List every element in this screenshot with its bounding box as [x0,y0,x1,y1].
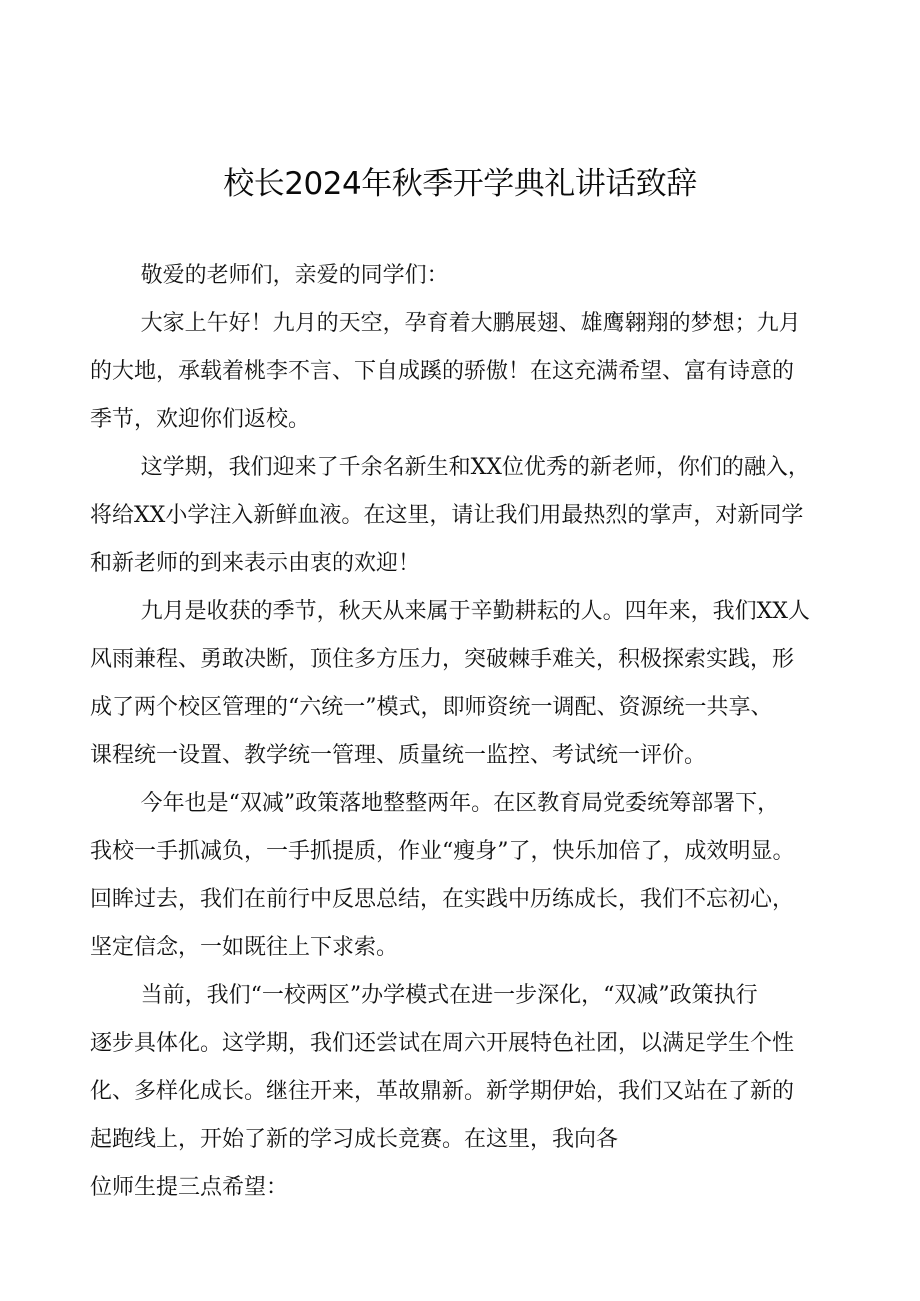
paragraph [90,972,850,1164]
paragraph [90,300,850,444]
paragraph-line: 回眸过去，我们在前行中反思总结，在实践中历练成长，我们不忘初心， [90,887,795,912]
paragraph-line: 季节，欢迎你们返校。 [90,407,311,432]
paragraph-line: 课程统一设置、教学统一管理、质量统一监控、考试统一评价。 [90,743,707,768]
paragraph-line: 起跑线上，开始了新的学习成长竞赛。在这里，我向各 [90,1127,619,1152]
paragraph-line: 风雨兼程、勇敢决断，顶住多方压力，突破棘手难关，积极探索实践，形 [90,647,795,672]
document-title: 校长2024年秋季开学典礼讲话致辞 [223,166,697,202]
paragraph-line: 今年也是“双减”政策落地整整两年。在区教育局党委统筹部署下， [140,791,780,816]
paragraph [90,780,850,972]
paragraph-line: 和新老师的到来表示由衷的欢迎！ [90,551,421,576]
paragraph-line: 敬爱的老师们，亲爱的同学们： [140,263,449,288]
paragraph-line: 当前，我们“一校两区”办学模式在进一步深化，“双减”政策执行 [140,983,758,1008]
paragraph-line: 成了两个校区管理的“六统一”模式，即师资统一调配、资源统一共享、 [90,695,773,720]
paragraph-line: 九月是收获的季节，秋天从来属于辛勤耕耘的人。四年来，我们XX人 [140,599,810,624]
paragraph [90,588,850,780]
paragraph-line: 逐步具体化。这学期，我们还尝试在周六开展特色社团，以满足学生个性 [90,1031,795,1056]
paragraph-line: 大家上午好！九月的天空，孕育着大鹏展翅、雄鹰翱翔的梦想；九月 [140,311,801,336]
paragraph-line: 这学期，我们迎来了千余名新生和XX位优秀的新老师，你们的融入， [140,455,810,480]
paragraph-line: 我校一手抓减负，一手抓提质，作业“瘦身”了，快乐加倍了，成效明显。 [90,839,795,864]
paragraph-greeting [90,252,850,300]
paragraph-line: 的大地，承载着桃李不言、下自成蹊的骄傲！在这充满希望、富有诗意的 [90,359,795,384]
paragraph [90,1164,850,1212]
paragraph-line: 位师生提三点希望： [90,1175,289,1200]
document-body [90,252,850,1212]
paragraph-line: 将给XX小学注入新鲜血液。在这里，请让我们用最热烈的掌声，对新同学 [90,503,804,528]
paragraph [90,444,850,588]
paragraph-line: 坚定信念，一如既往上下求索。 [90,935,399,960]
paragraph-line: 化、多样化成长。继往开来，革故鼎新。新学期伊始，我们又站在了新的 [90,1079,795,1104]
